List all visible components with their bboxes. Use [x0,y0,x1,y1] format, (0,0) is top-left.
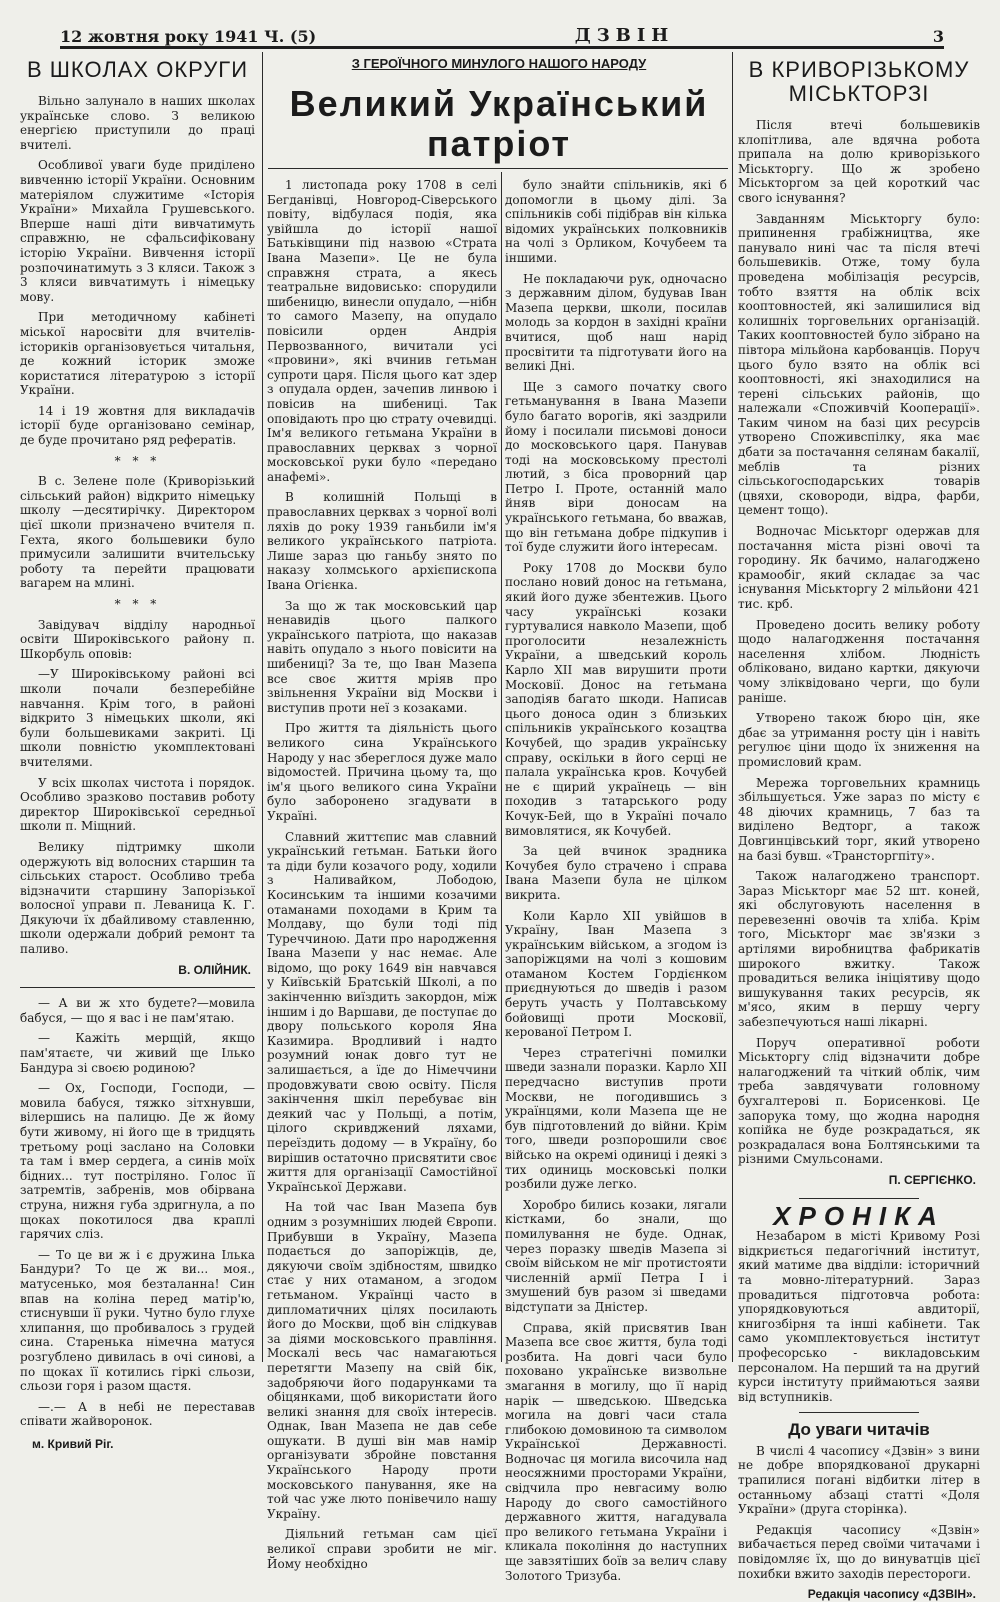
article-paragraph: 14 і 19 жовтня для викладачів історії буде організовано семінар, де буде прочитано ряд рефератів. [20,403,255,448]
article-paragraph: Після втечі большевиків клопітлива, але вдячна робота припала на долю криворізького Міськторгу. Що ж зробено Міськторгом за цей короткий час свого існування? [738,118,980,205]
story-paragraph: — Ох, Господи, Господи, — мовила бабуся, тяжко зітхнувши, вілершись на палицю. Де ж йому бути живому, ні його ще в тридцять третьому році заслано на Соловки та там і вмер сердега, а синів моїх бідних... тут постріляно. Голос її затремтів, забренів, мов обірвана струна, нижня губа здригнула, а по щоках покотилося два краплі гарячих сліз. [20,1081,255,1242]
article-paragraph: Поруч оперативної роботи Міськторгу слід відзначити добре налагоджений та чіткий облік, чим треба завдячувати головному бухгалтерові п. Борисенкові. Це запорука тому, що жодна народня копійка не буде розкрадаться, як розкрадалася вона Болтянськими та різними Смульсонами. [738,1035,980,1167]
section-rule [799,1412,919,1413]
article-paragraph: Велику підтримку школи одержують від волосних старшин та сільських старост. Особливо треба відзначити старшину Запорізької волосної управи п. Леваница К. Г. Дякуючи їх дбайливому ставленню, школи одержали добрий ремонт та паливо. [20,839,255,957]
paper-name: ДЗВІН [574,25,675,46]
main-headline [270,84,728,164]
section-separator: * * * [114,597,161,611]
article-paragraph: 1 листопада року 1708 в селі Бегданівці, Новгород-Сіверського повіту, відбулася подія, яка увійшла до історії нашої Батьківщини під назвою «Страта Івана Мазепи». Це не була справжня страта, а якесь театральне видовисько: спорудили шибеницю, винесли опудало, —нібн то самого Мазепу, на опудало повісили орден Андрія Первозванного, вичитали усі «провини», які вчинив гетьман супроти царя. Після цього кат здер з опудала орден, зачепив линвою і повісив на шибениці. Так оповідають про цю страту очевидці. Ім'я великого гетьмана України в православних церквах з чорної московської руки було «передано анафемі». [267,178,497,484]
article-paragraph: —У Широківському районі всі школи почали безперебійне навчання. Крім того, в районі відкрито 3 німецьких школи, які були большевиками закриті. Ці школи повністю укомплектовані вчителями. [20,667,255,769]
story-paragraph: — То це ви ж і є дружина Ілька Бандури? То це ж ви... моя., матусенько, моя безталанна! Син впав на коліна перед матір'ю, стиснувши її руки. Чутно було глухе хлипання, що пробивалось з грудей сина. Старенька німечна матуся розгублено дивилась в очі синові, а по щоках її котились гіркі сльози, сльози горя і разом щастя. [20,1247,255,1394]
right-column [738,56,980,1602]
article-paragraph: В колишній Польщі в православних церквах з чорної волі ляхів до року 1939 ганьбили ім'я великого українського патріота. Лише зараз цю ганьбу знято по наказу холмського архієпископа Івана Огієнка. [267,490,497,593]
right-article-title: В КРИВОРІЗЬКОМУ МІСЬКТОРЗІ [748,57,970,106]
article-paragraph: Вільно залунало в наших школах українське слово. З великою енергією приступили до праці вчителі. [20,94,255,152]
story-paragraph: — А ви ж хто будете?—мовила бабуся, — що я вас і не пам'ятаю. [20,996,255,1025]
section-kicker: З ГЕРОЇЧНОГО МИНУЛОГО НАШОГО НАРОДУ [351,56,647,71]
article-paragraph: При методичному кабінеті міської наросвіти для вчителів-істориків організовується читальня, де кожний історик зможе користатися літературою з історії України. [20,310,255,398]
article-paragraph: Також налагоджено транспорт. Зараз Міськторг має 52 шт. коней, які обслуговують населення в перевезенні овочів та хліба. Крім того, Міськторг має зв'язки з артілями виробництва фабрикатів широкого вжитку. Також провадиться велика ініціятиву щодо вишукування таких ресурсів, як м'ясо, яким в першу чергу забезпечуються наші лікарні. [738,869,980,1030]
article-paragraph: Справа, якій присвятив Іван Мазепа все своє життя, була тоді розбита. На довгі часи було поховано українське визвольне змагання в могилу, що її нарід нарік — шведською. Шведська могила на довгі часи стала глибокою домовиною та символом Української Державності. Водночас ця могила височила над неосяжними просторами України, свідчила про невгасиму волю Народу до свого самостійного державного життя, нагадувала про великого гетьмана України і кликала покоління до наступних ще завзятіших боїв за велич славу Золотого Тризуба. [505,1320,727,1583]
story-paragraph: — Кажіть мерщій, якщо пам'ятаєте, чи живий ще Ількo Бандура зі своєю родиною? [20,1031,255,1075]
headline-rule [268,168,728,169]
section-rule [799,1198,919,1199]
article-paragraph: Завданням Міськторгу було: припинення грабіжництва, яке панувало нині час та після втечі большевиків. Отже, тому була проведена мобілізація ресурсів, тобто взяття на облік всіх кооптовностей, які залишилися від колишніх торговельних організацій. Таких кооптовностей було зібрано на півтора мільйона карбованців. Поруч цього було взято на облік всі кооптовності, які знаходилися на терені сільських районів, що належали «Споживчій Кооперації». Таким чином на базі цих ресурсів утворено Споживспілку, яка має дбати за постачання селянам бакалії, меблів та різних сільськогосподарських товарів (цвяхи, сковороди, відра, фарби, цемент тощо). [738,211,980,518]
chronicle-title: ХРОНІКА [773,1200,945,1231]
left-column [20,56,255,1451]
column-divider [262,52,263,1362]
article-paragraph: На той час Іван Мазепа був одним з розумніших людей Європи. Прибувши в Україну, Мазепа подається до запоріжців, де, дякуючи своїм здібностям, швидко стає у них отаманом, а згодом гетьманом. Українці часто в дипломатичних цілях посилають його до Москви, щоб він слідкував за діями московського правління. Москалі весь час намагаються перетягти Мазепу на свій бік, задобряючи його подарунками та обіцянками, щоб використати його великі знання для своїх інтересів. Однак, Іван Мазепа не дав себе ошукати. В душі він мав намір організувати збройне повстання Українського Народу проти московського панування, яке на той час уже люто понівечило нашу Україну. [267,1200,497,1521]
article-paragraph: Діяльний гетьман сам цієї великої справи зробити не міг. Йому необхідно [267,1527,497,1571]
right-article-signature: П. СЕРГІЄНКО. [888,1172,976,1187]
article-paragraph: Завідувач відділу народньої освіти Широківського району п. Шкорбуль оповів: [20,617,255,661]
article-paragraph: Хоробро бились козаки, лягали кістками, бо знали, що помилування не буде. Однак, через поразку шведів Мазепа зі своїм військом не міг протистояти численній армії Петра І і змушений був разом зі шведами відступати за Дністер. [505,1197,727,1314]
notice-title: До уваги читачів [788,1420,930,1440]
center-right-column [505,178,727,1583]
story-signature: м. Кривий Ріг. [32,1436,114,1451]
article-paragraph: Водночас Міськторг одержав для постачання міста різні овочі та городину. Як бачимо, налагоджено крамообіг, який складає за час існування Міськторгу 2 мільйони 421 тис. крб. [738,524,980,611]
article-paragraph: Утворено також бюро цін, яке дбає за утримання росту цін і навіть регулює ціни щодо їх зниження на промисловий крам. [738,711,980,769]
issue-date: 12 жовтня року 1941 Ч. (5) [60,27,317,46]
article-paragraph: Про життя та діяльність цього великого сина Українського Народу у нас збереглося дуже мало відомостей. Причина цьому та, що ім'я цього великого сина України було заборонено згадувати в Україні. [267,721,497,823]
article-paragraph: За цей вчинок зрадника Кочубея було страчено і справа Івана Мазепи була не цілком викрита. [505,844,727,902]
page-number: 3 [932,27,944,46]
left-article-title: В ШКОЛАХ ОКРУГИ [26,57,249,82]
chronicle-paragraph: Незабаром в місті Кривому Розі відкриється педагогічний інститут, який матиме два відділи: історичний та мовно-літературний. Зараз провадиться підготовча робота: упорядковуються авдиторії, книгозбірня та інші кабінети. Так само укомплектовується інститут професорсько - викладовським персоналом. На перший та на другий курси інституту приймаються заяви від вступників. [738,1229,980,1404]
story-rule [20,987,255,988]
center-left-column [267,178,497,1571]
article-paragraph: За що ж так московський цар ненавидів цього палкого українського патріота, що наказав навіть опудало з нього повісити на шибениці? За те, що Іван Мазепа все своє життя мріяв про звільнення України від Москви і виступив проти неї з козаками. [267,598,497,715]
headline-line-2: патріот [426,123,572,164]
notice-signature: Редакція часопису «ДЗВІН». [807,1587,976,1602]
headline-line-1: Великий Український [289,83,709,124]
column-divider [501,172,502,1362]
article-paragraph: В с. Зелене поле (Криворізький сільський район) відкрито німецьку школу —десятирічку. Директором цієї школи призначено вчителя п. Гехта, якого большевики було примусили залишити вчительську роботу та перейти працювати вагарем на млині. [20,474,255,591]
article-paragraph: Проведено досить велику роботу щодо налагодження постачання населення хлібом. Людність обліковано, видано картки, дякуючи чому зліквідовано черги, що були раніше. [738,617,980,705]
left-article-signature: В. ОЛІЙНИК. [178,962,251,977]
article-paragraph: Не покладаючи рук, одночасно з державним ділом, будував Іван Мазепа церкви, школи, посилав молодь за кордон в західні країни вчитися, щоб наш нарід просвітити та підготувати його на великі Дні. [505,271,727,374]
section-separator: * * * [114,453,161,468]
article-paragraph: Через стратегічні помилки шведи зазнали поразки. Карло XII передчасно виступив проти Москви, не погодившись з українцями, коли Мазепа ще не був підготовлений до війни. Крім того, шведи розпорошили своє військо на окремі одиниці і деякі з тих одиниць московські полки розбили дуже легко. [505,1045,727,1192]
story-paragraph: —.— А в небі не переставав співати жайворонок. [20,1399,255,1429]
article-paragraph: Коли Карло XII увійшов в Україну, Іван Мазепа з українським військом, а згодом із запоріжцями на чолі з кошовим отаманом Костем Гордієнком приєднуються до шведів і разом беруть участь у Полтавському бойовищі проти Московії, керованої Петром I. [505,908,727,1040]
article-paragraph: У всіх школах чистота і порядок. Особливо зразково поставив роботу директор Широківської середньої школи п. Міщний. [20,775,255,834]
article-paragraph: Мережа торговельних крамниць збільшується. Уже зараз по місту є 48 діючих крамниць, 7 баз та виділено Ведторг, а також Довгинцівський торг, який утворено на базі бувш. «Трансторгпіту». [738,775,980,863]
notice-paragraph: Редакція часопису «Дзвін» вибачається перед своїми читачами і повідомляє їх, що до винуватців цієї похибки вжито заходів перестороги. [738,1522,980,1581]
article-paragraph: було знайти спільників, які б допомогли в цьому ділі. За спільників собі підібрав він кілька відомих українських полковників на чолі з Орликом, Кочубеем та іншими. [505,178,727,265]
article-paragraph: Славний життєпис мав славний український гетьман. Батьки його та діди були козачого роду, ходили з Наливайком, Лободою, Косинським та іншими козачими отаманами походами в Крим та Молдаву, що були тоді під Туреччиною. Дати про народження Івана Мазепи у нас немає. Але відомо, що року 1649 він навчався у Київській Братській Школі, а по закінченню виїздить закордон, між іншим і до Варшави, де поступає до двору польського короля Яна Казимира. Вродливий і надто розумний юнак довго тут не залишається, а їде до Німеччини продовжувати свою освіту. Після закінчення шкіл перебуває він деякий час у Польщі, а потім, цілого скривджений ляхами, переїздить додому — в Україну, бо вирішив остаточно присвятити своє життя для організації Самостійної Української Держави. [267,829,497,1194]
column-divider [732,52,733,1362]
notice-paragraph: В числі 4 часопису «Дзвін» з вини не добре впорядкованої друкарні трапилися погані відбитки літер в останньому абзаці статті «Доля України» (друга сторінка). [738,1443,980,1517]
article-paragraph: Року 1708 до Москви було послано новий донос на гетьмана, який його дуже збентежив. Цього часу українські козаки гуртувалися навколо Мазепи, щоб проголосити незалежність України, а шведський король Карло XII мав вирушити проти Московії. Донос на гетьмана заподіяв багато шкоди. Написав цього доноса один з близьких спільників українського козацтва Кочубей, що зрадив українську справу, оскільки в його серці не палала українська кров. Кочубей не є щирий українець — він походив з татарського роду Кочук-Бей, що в Україні почало вимовлятися, як Кочубей. [505,560,727,838]
masthead [60,18,944,49]
article-paragraph: Особливої уваги буде приділено вивченню історії України. Основним матеріялом служитиме «Історія України» Михайла Грушевського. Вперше наші діти вивчатимуть справжню, не сфальсифіковану історію України. Вивчення історії розпочинатимуть з 3 кляси. Також з 3 кляси вивчатимуть і німецьку мову. [20,158,255,304]
article-paragraph: Ще з самого початку свого гетьманування в Івана Мазепи було багато ворогів, які заздрили йому і посилали письмові доноси до московського царя. Панував тоді на московському престолі лютий, з біса проворний цар Петро І. Проте, останній мало йняв віри доносам на українського гетьмана, бо вважав, що він гетьмана добре підкупив і тої буде служити його інтересам. [505,379,727,555]
